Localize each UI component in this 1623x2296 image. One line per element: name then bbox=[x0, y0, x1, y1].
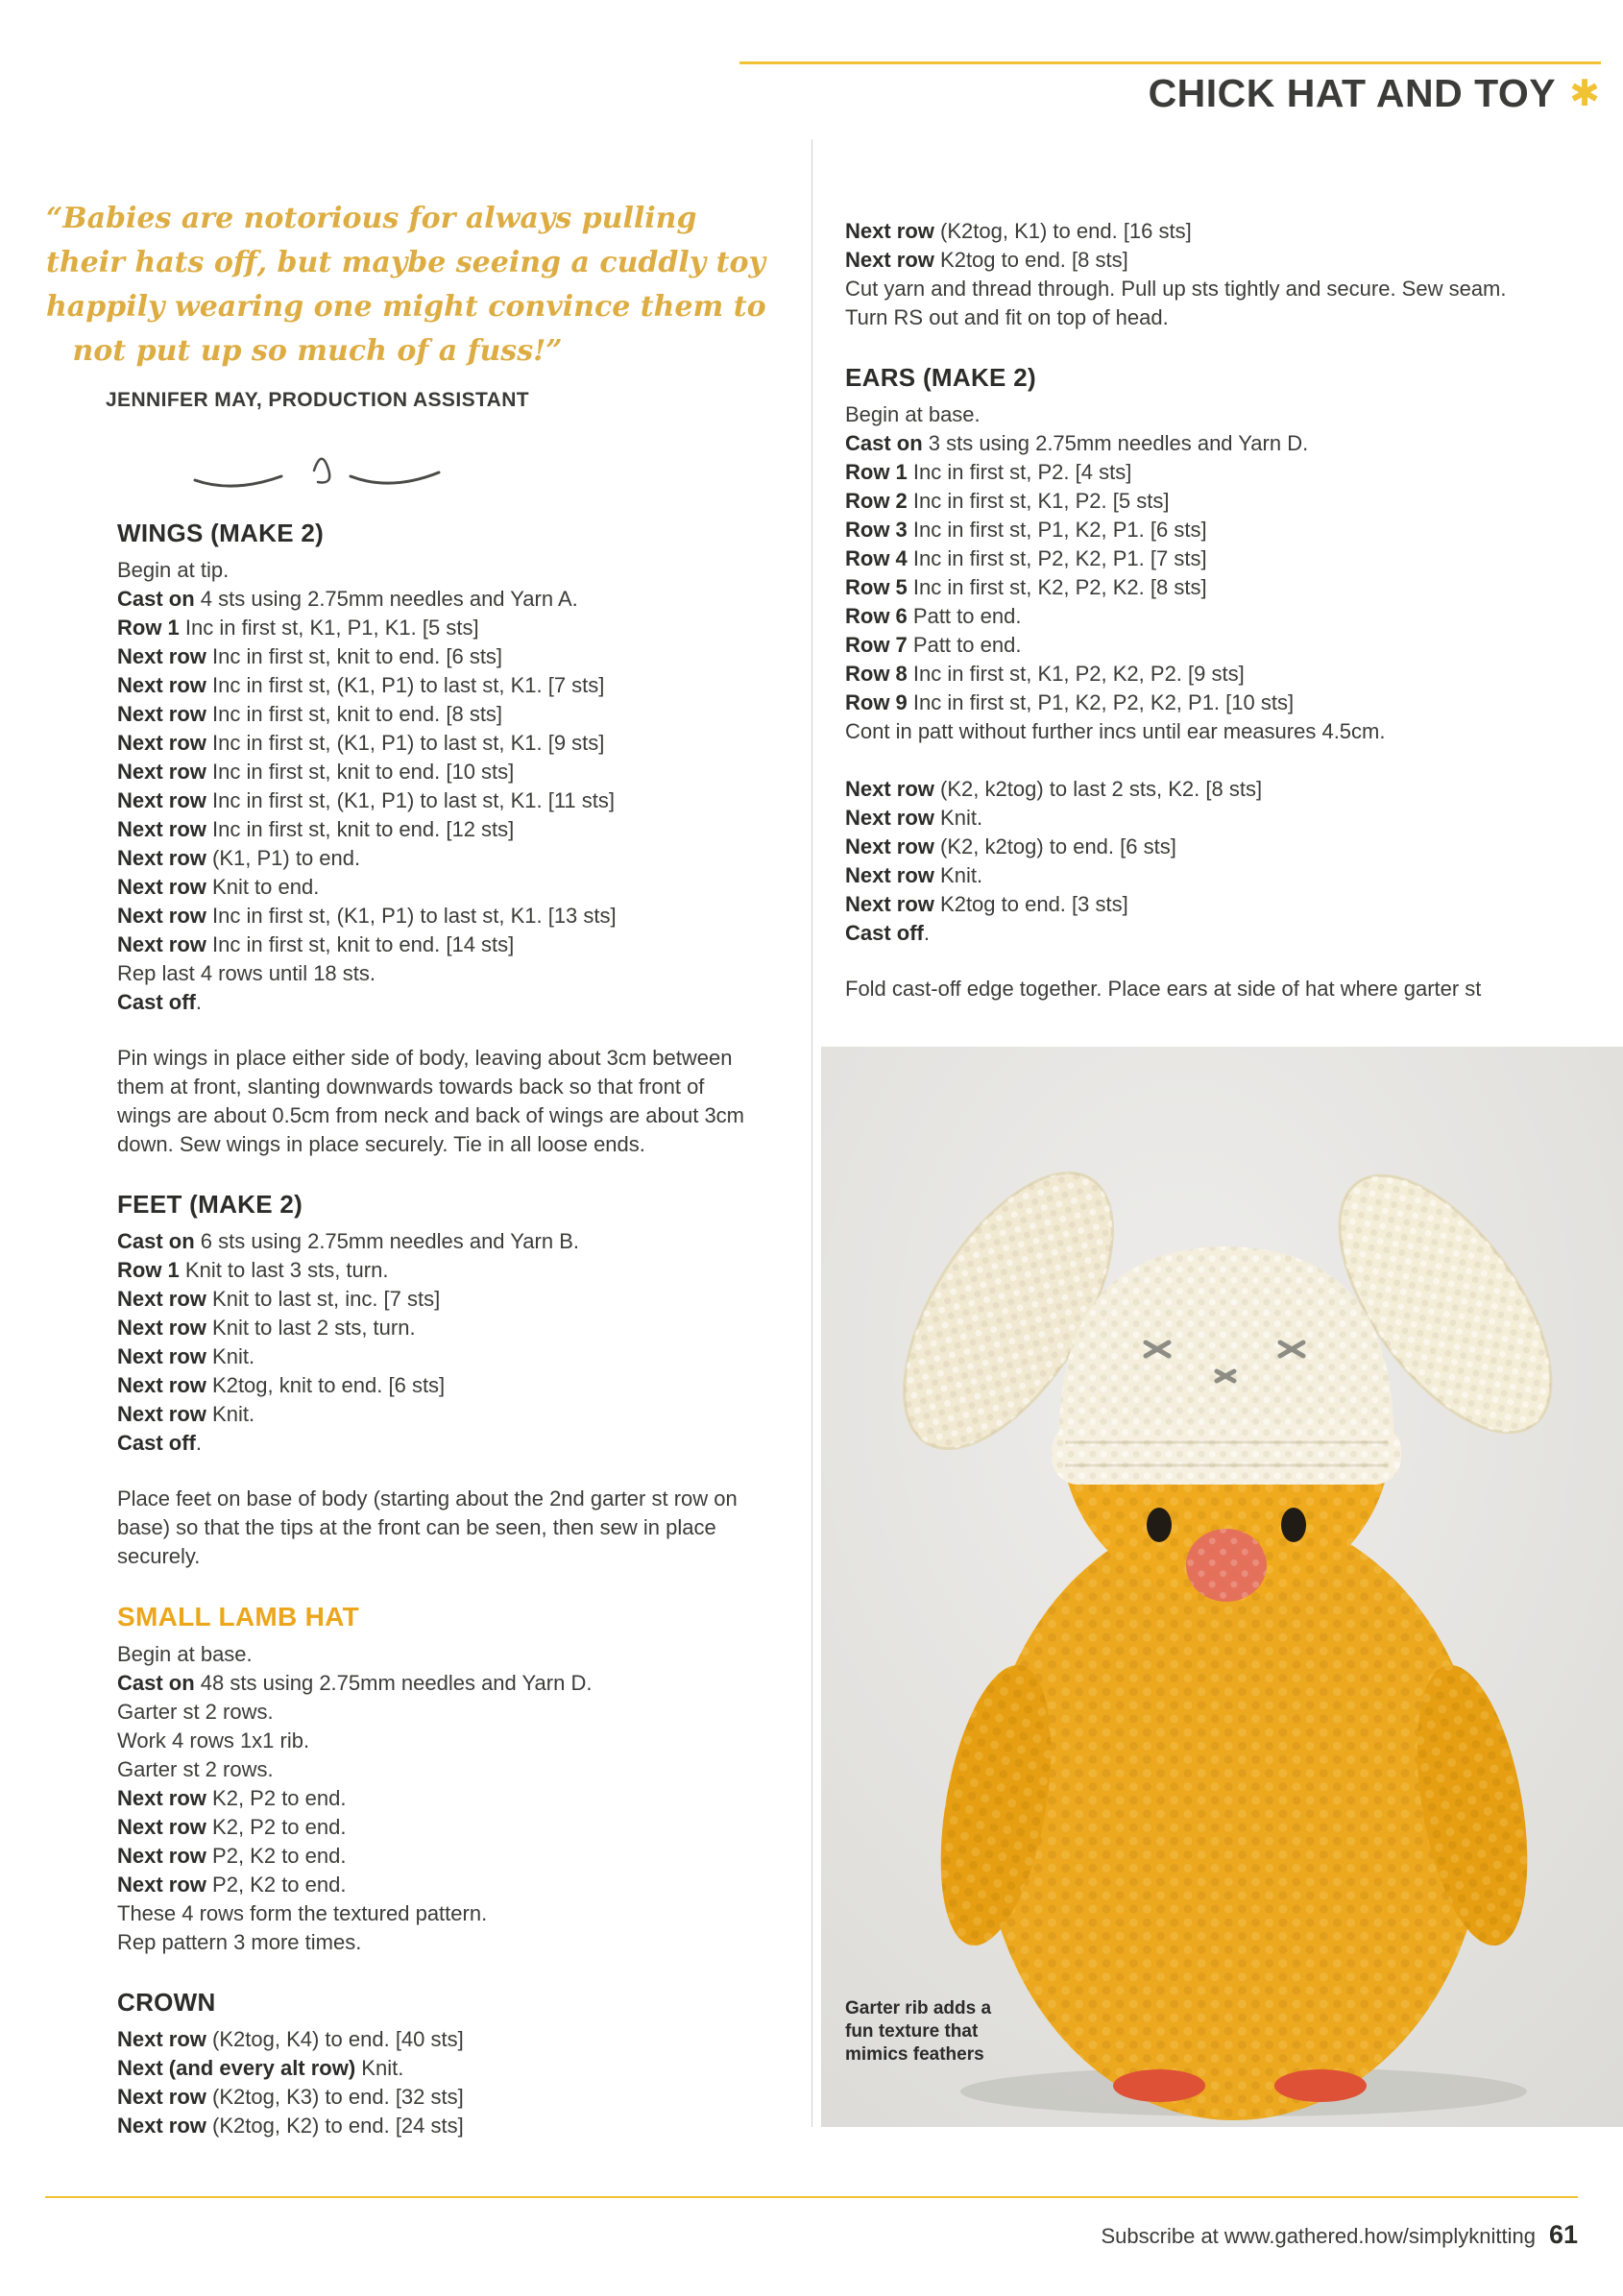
pattern-line: Rep pattern 3 more times. bbox=[117, 1930, 362, 1954]
pattern-line: Next row (K2tog, K3) to end. [32 sts] bbox=[117, 2085, 464, 2109]
pattern-line: Next row Knit to last st, inc. [7 sts] bbox=[117, 1287, 441, 1311]
pattern-line: Row 7 Patt to end. bbox=[845, 633, 1022, 657]
pattern-line: Next row K2, P2 to end. bbox=[117, 1786, 347, 1810]
pattern-line: These 4 rows form the textured pattern. bbox=[117, 1901, 488, 1925]
pattern-line: Begin at base. bbox=[117, 1642, 253, 1666]
page-title: CHICK HAT AND TOY bbox=[1148, 71, 1557, 115]
footer-rule bbox=[45, 2196, 1578, 2198]
right-column bbox=[845, 217, 1519, 1003]
asterisk-icon: ✱ bbox=[1569, 73, 1600, 114]
pattern-line: Cast off. bbox=[117, 990, 203, 1014]
chick-toy-photo bbox=[821, 1047, 1623, 2127]
left-column bbox=[117, 519, 753, 2140]
pattern-line: Next row Inc in first st, (K1, P1) to last st, K1. [7 sts] bbox=[117, 673, 605, 697]
pattern-line: Cast on 6 sts using 2.75mm needles and Yarn B. bbox=[117, 1229, 579, 1253]
footer bbox=[1102, 2220, 1579, 2250]
pattern-paragraph: Fold cast-off edge together. Place ears at side of hat where garter st bbox=[845, 977, 1482, 1001]
pattern-paragraph: Cut yarn and thread through. Pull up sts tightly and secure. Sew seam. Turn RS out and fit on top of head. bbox=[845, 277, 1507, 329]
pattern-line: Next row Inc in first st, (K1, P1) to last st, K1. [13 sts] bbox=[117, 904, 617, 928]
spacer bbox=[845, 746, 1519, 775]
pattern-line: Next row Inc in first st, (K1, P1) to last st, K1. [11 sts] bbox=[117, 788, 615, 812]
pattern-line: Next row Inc in first st, knit to end. [14 sts] bbox=[117, 932, 515, 956]
pattern-line: Cast off. bbox=[117, 1431, 203, 1455]
pattern-line: Rep last 4 rows until 18 sts. bbox=[117, 961, 376, 985]
pattern-line: Work 4 rows 1x1 rib. bbox=[117, 1728, 310, 1752]
quote-line: their hats off, but maybe seeing a cuddly toy bbox=[46, 246, 765, 279]
pattern-line: Garter st 2 rows. bbox=[117, 1757, 274, 1781]
pattern-line: Row 1 Inc in first st, K1, P1, K1. [5 sts] bbox=[117, 616, 479, 640]
pattern-line: Row 4 Inc in first st, P2, K2, P1. [7 sts] bbox=[845, 546, 1207, 570]
caption-line: Garter rib adds a bbox=[845, 1998, 992, 2018]
subscribe-text: Subscribe at www.gathered.how/simplyknitting bbox=[1101, 2224, 1536, 2248]
quote-line: not put up so much of a fuss!” bbox=[72, 334, 563, 368]
pattern-line: Cont in patt without further incs until ear measures 4.5cm. bbox=[845, 719, 1386, 743]
pattern-line: Next row K2tog to end. [3 sts] bbox=[845, 892, 1128, 916]
pattern-line: Next row Knit. bbox=[117, 1344, 255, 1368]
pattern-line: Row 1 Knit to last 3 sts, turn. bbox=[117, 1258, 389, 1282]
pattern-line: Row 6 Patt to end. bbox=[845, 604, 1022, 628]
section-heading: CROWN bbox=[117, 1988, 216, 2017]
pattern-line: Next row K2tog, knit to end. [6 sts] bbox=[117, 1373, 446, 1397]
pattern-line: Next row Inc in first st, knit to end. [8 sts] bbox=[117, 702, 503, 726]
pattern-line: Begin at tip. bbox=[117, 558, 230, 582]
pattern-line: Next row Knit. bbox=[845, 806, 983, 830]
pull-quote-text bbox=[46, 197, 766, 374]
pattern-line: Row 8 Inc in first st, K1, P2, K2, P2. [9 sts] bbox=[845, 662, 1245, 686]
pattern-line: Next row Knit. bbox=[117, 1402, 255, 1426]
pattern-line: Next row (K2tog, K1) to end. [16 sts] bbox=[845, 219, 1192, 243]
caption-line: mimics feathers bbox=[845, 2044, 984, 2065]
section-heading: WINGS (MAKE 2) bbox=[117, 519, 325, 547]
chick-beak bbox=[1186, 1529, 1267, 1602]
section-heading: FEET (MAKE 2) bbox=[117, 1190, 303, 1219]
pattern-line: Next row K2, P2 to end. bbox=[117, 1815, 347, 1839]
page-number: 61 bbox=[1548, 2220, 1578, 2249]
quote-line: happily wearing one might convince them to bbox=[46, 290, 766, 324]
pattern-line: Next row Knit to last 2 sts, turn. bbox=[117, 1316, 416, 1340]
section-heading: EARS (MAKE 2) bbox=[845, 363, 1036, 392]
pattern-line: Row 3 Inc in first st, P1, K2, P1. [6 sts] bbox=[845, 518, 1207, 542]
pattern-line: Next row Inc in first st, knit to end. [12 sts] bbox=[117, 817, 515, 841]
pattern-line: Row 2 Inc in first st, K1, P2. [5 sts] bbox=[845, 489, 1170, 513]
section-heading: SMALL LAMB HAT bbox=[117, 1602, 360, 1631]
header-rule bbox=[739, 61, 1601, 64]
pattern-line: Next row (K2, k2tog) to last 2 sts, K2. [8 sts] bbox=[845, 777, 1263, 801]
pattern-line: Next (and every alt row) Knit. bbox=[117, 2056, 404, 2080]
pattern-line: Next row Knit. bbox=[845, 863, 983, 887]
pattern-line: Next row Inc in first st, knit to end. [6 sts] bbox=[117, 644, 503, 668]
chick-body bbox=[982, 1510, 1486, 2120]
pattern-line: Begin at base. bbox=[845, 402, 981, 426]
pattern-line: Next row (K1, P1) to end. bbox=[117, 846, 361, 870]
pattern-line: Next row (K2, k2tog) to end. [6 sts] bbox=[845, 834, 1176, 858]
pattern-line: Next row Inc in first st, knit to end. [10 sts] bbox=[117, 760, 515, 784]
pattern-line: Next row P2, K2 to end. bbox=[117, 1873, 347, 1897]
pattern-line: Cast on 4 sts using 2.75mm needles and Yarn A. bbox=[117, 587, 578, 611]
pattern-line: Next row (K2tog, K4) to end. [40 sts] bbox=[117, 2027, 464, 2051]
caption-line: fun texture that bbox=[845, 2021, 979, 2042]
chick-toy-illustration bbox=[821, 1047, 1623, 2127]
quote-line: “Babies are notorious for always pulling bbox=[46, 202, 697, 235]
photo-caption bbox=[845, 1997, 991, 2066]
pattern-line: Next row K2tog to end. [8 sts] bbox=[845, 248, 1128, 272]
pattern-line: Next row (K2tog, K2) to end. [24 sts] bbox=[117, 2114, 464, 2138]
page-header bbox=[1149, 71, 1600, 116]
pattern-line: Cast on 3 sts using 2.75mm needles and Yarn D. bbox=[845, 431, 1309, 455]
pattern-line: Row 9 Inc in first st, P1, K2, P2, K2, P1. [10 sts] bbox=[845, 690, 1295, 714]
signature-squiggle-doodle bbox=[187, 434, 447, 506]
pattern-paragraph: Place feet on base of body (starting about the 2nd garter st row on base) so that the tips at the front can be seen, then sew in place securely. bbox=[117, 1486, 738, 1568]
quote-attribution: JENNIFER MAY, PRODUCTION ASSISTANT bbox=[105, 389, 530, 411]
pattern-line: Cast off. bbox=[845, 921, 931, 945]
pattern-line: Garter st 2 rows. bbox=[117, 1700, 274, 1724]
pattern-line: Cast on 48 sts using 2.75mm needles and Yarn D. bbox=[117, 1671, 593, 1695]
pattern-line: Row 5 Inc in first st, K2, P2, K2. [8 sts] bbox=[845, 575, 1207, 599]
pattern-line: Next row P2, K2 to end. bbox=[117, 1844, 347, 1868]
pattern-line: Row 1 Inc in first st, P2. [4 sts] bbox=[845, 460, 1132, 484]
pull-quote bbox=[46, 197, 766, 412]
pattern-line: Next row Knit to end. bbox=[117, 875, 320, 899]
pattern-line: Next row Inc in first st, (K1, P1) to last st, K1. [9 sts] bbox=[117, 731, 605, 755]
pattern-paragraph: Pin wings in place either side of body, leaving about 3cm between them at front, slanting downwards towards back so that front of wings are about 0.5cm from neck and back of wings are about 3cm down. Sew wings in place securely. Tie in all loose ends. bbox=[117, 1046, 745, 1156]
